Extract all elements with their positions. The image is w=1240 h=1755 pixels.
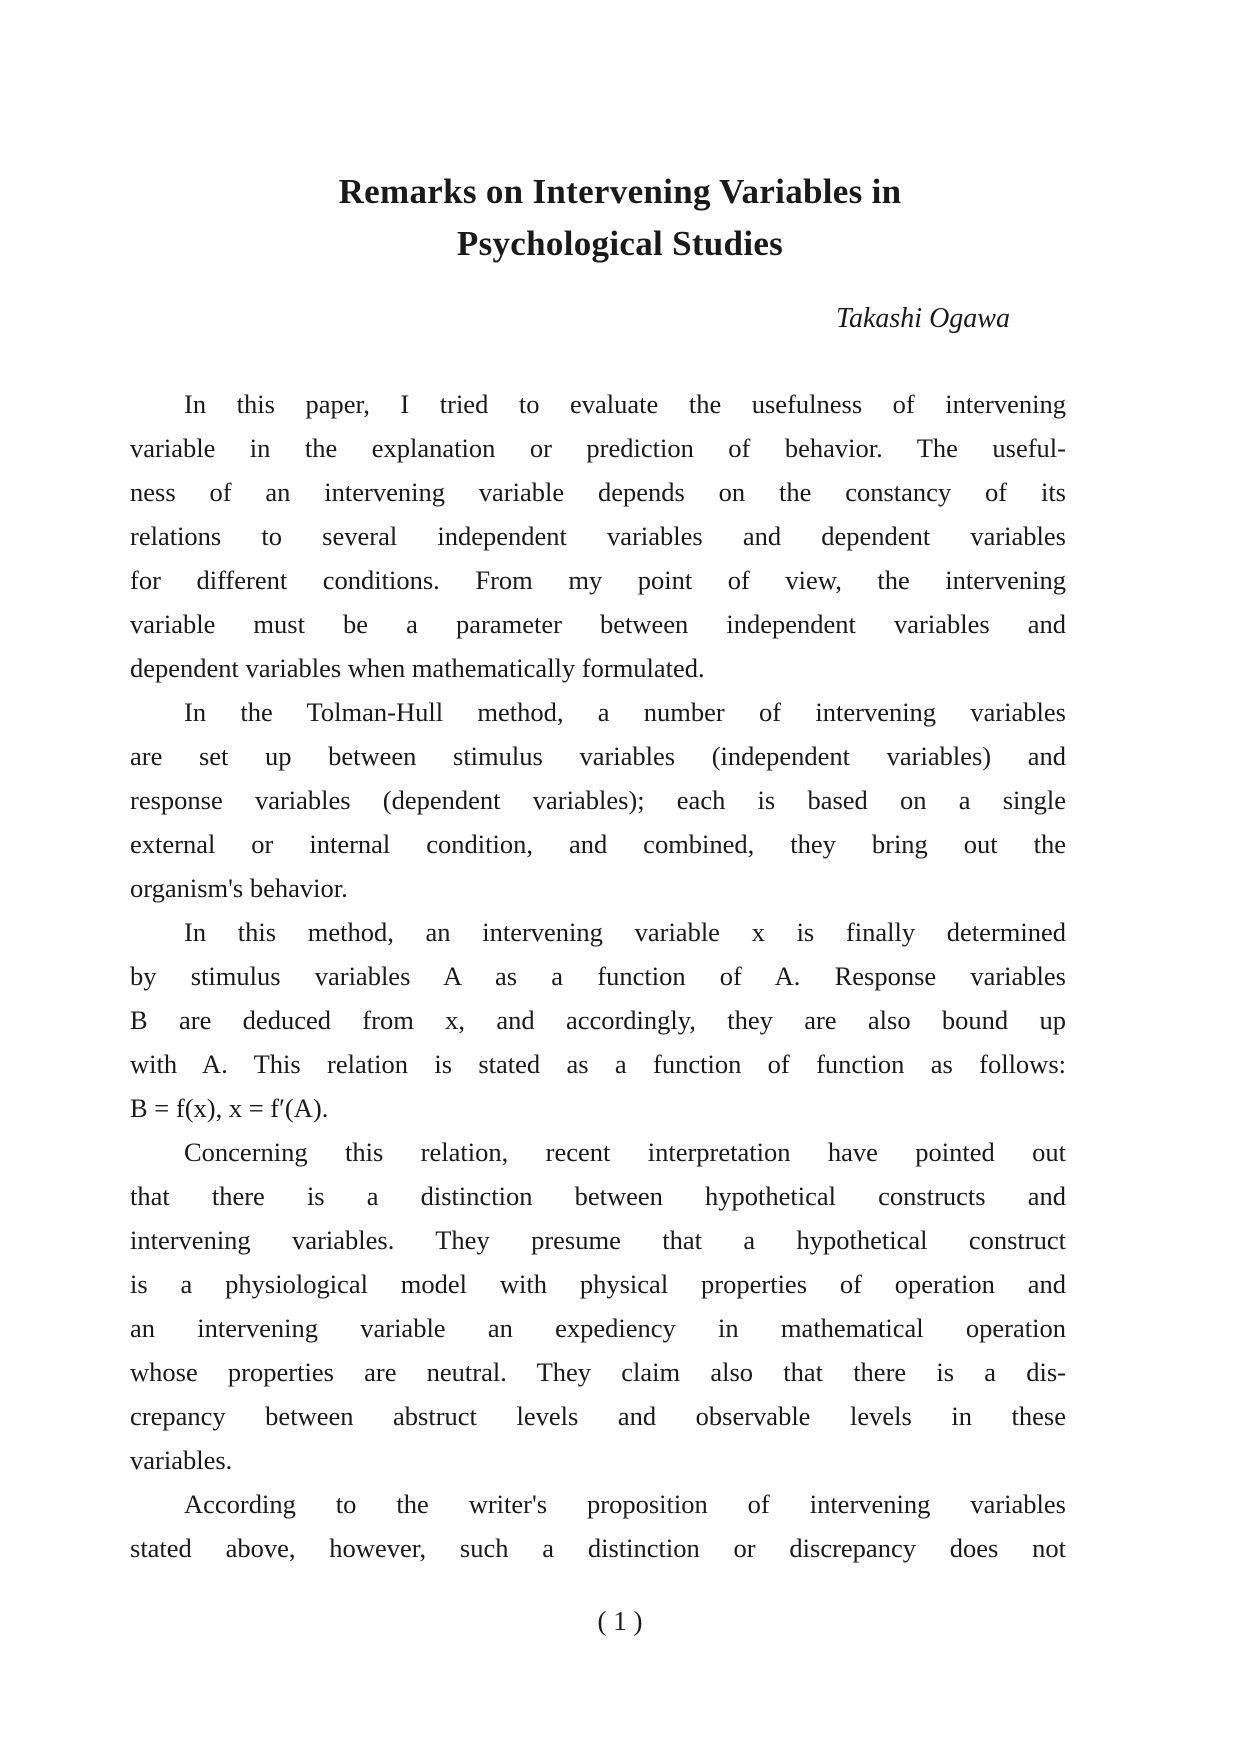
text-line: organism's behavior. (130, 873, 348, 903)
text-line: an intervening variable an expediency in mathematical operation (130, 1313, 1066, 1343)
author: Takashi Ogawa (835, 303, 1010, 334)
text-line: whose properties are neutral. They claim also that there is a dis- (130, 1357, 1066, 1387)
body-text (130, 382, 1066, 1570)
title-line-1: Remarks on Intervening Variables in (338, 172, 902, 211)
paragraph (130, 910, 1066, 1130)
text-line: dependent variables when mathematically formulated. (130, 653, 705, 683)
title-line-2: Psychological Studies (456, 224, 784, 263)
text-line: crepancy between abstruct levels and observable levels in these (130, 1401, 1066, 1431)
text-line: B = f(x), x = f′(A). (130, 1093, 329, 1123)
text-line: with A. This relation is stated as a function of function as follows: (130, 1049, 1066, 1079)
text-line: In this paper, I tried to evaluate the usefulness of intervening (184, 389, 1066, 419)
text-line: that there is a distinction between hypothetical constructs and (130, 1181, 1066, 1211)
paragraph (130, 382, 1066, 690)
text-line: relations to several independent variables and dependent variables (130, 521, 1066, 551)
text-line: by stimulus variables A as a function of A. Response variables (130, 961, 1066, 991)
text-line: variables. (130, 1445, 233, 1475)
paragraph (130, 690, 1066, 910)
text-line: response variables (dependent variables); each is based on a single (130, 785, 1066, 815)
text-line: variable in the explanation or prediction of behavior. The useful- (130, 433, 1066, 463)
paragraph (130, 1482, 1066, 1570)
text-line: Concerning this relation, recent interpretation have pointed out (184, 1137, 1066, 1167)
text-line: According to the writer's proposition of intervening variables (184, 1489, 1066, 1519)
text-line: In the Tolman-Hull method, a number of intervening variables (184, 697, 1066, 727)
text-line: are set up between stimulus variables (independent variables) and (130, 741, 1066, 771)
text-line: is a physiological model with physical properties of operation and (130, 1269, 1066, 1299)
text-line: In this method, an intervening variable x is finally determined (184, 917, 1066, 947)
paragraph (130, 1130, 1066, 1482)
text-line: for different conditions. From my point of view, the intervening (130, 565, 1066, 595)
text-line: B are deduced from x, and accordingly, they are also bound up (130, 1005, 1066, 1035)
text-line: intervening variables. They presume that a hypothetical construct (130, 1225, 1066, 1255)
text-line: variable must be a parameter between independent variables and (130, 609, 1066, 639)
page-number: ( 1 ) (597, 1606, 643, 1636)
text-line: external or internal condition, and combined, they bring out the (130, 829, 1066, 859)
text-line: stated above, however, such a distinction or discrepancy does not (130, 1533, 1066, 1563)
text-line: ness of an intervening variable depends on the constancy of its (130, 477, 1066, 507)
